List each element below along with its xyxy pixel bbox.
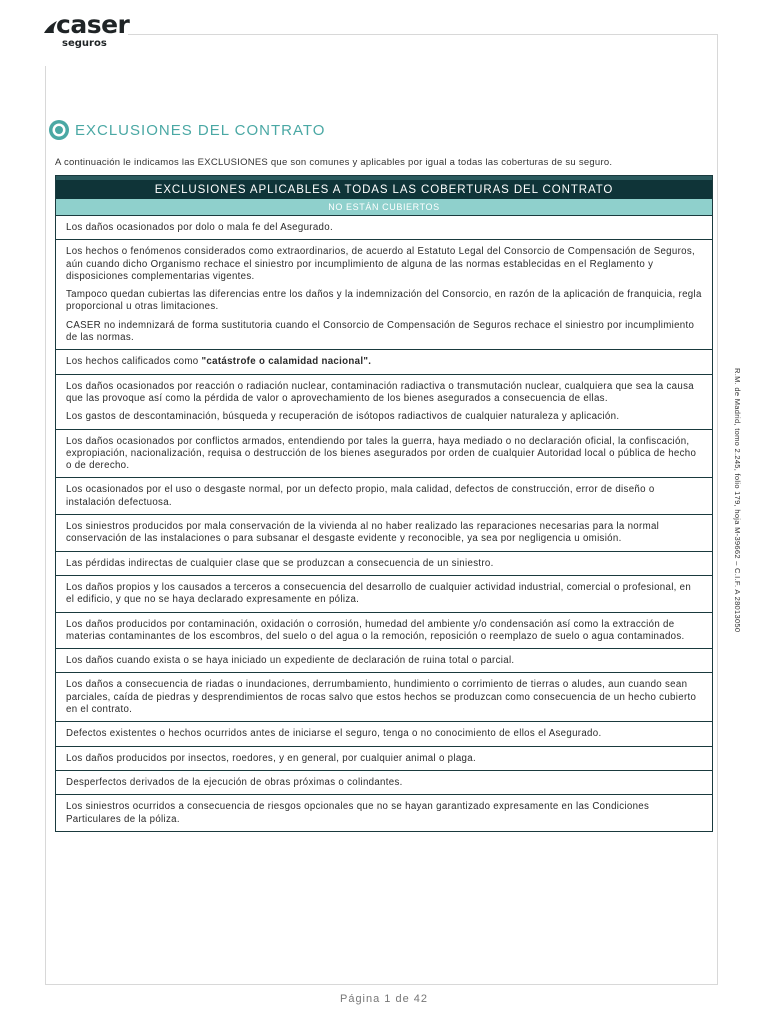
table-row — [56, 240, 712, 350]
row-text-quote: "catástrofe o calamidad nacional" — [201, 356, 369, 368]
table-row — [56, 747, 712, 771]
table-subheader — [56, 199, 712, 216]
registry-side-text: R.M. de Madrid, tomo 2.245, folio 179, hoja M-39662 – C.I.F. A 28013050 — [733, 368, 742, 633]
row-text: Los daños ocasionados por reacción o radiación nuclear, contaminación radiactiva o transmutación nuclear, cualquiera que sea la causa que las provoque así como la pérdida de valor o aprovechamiento de los bienes asegurados a consecuencia de ellas. — [66, 380, 694, 404]
logo-sub: seguros — [62, 38, 107, 49]
row-text-pre: Los hechos calificados como — [66, 356, 202, 368]
logo-brand: caser — [56, 10, 130, 39]
table-row — [56, 771, 712, 795]
table-row — [56, 722, 712, 746]
row-text: Los daños producidos por contaminación, oxidación o corrosión, humedad del ambiente y/o condensación así como la extracción de materias contaminantes de los escombros, del suelo o del agua o la remoción, reposición o reemplazo de suelo o agua contaminados. — [66, 618, 685, 642]
table-header — [56, 176, 712, 199]
table-row — [56, 576, 712, 613]
table-row — [56, 350, 712, 374]
row-text: Tampoco quedan cubiertas las diferencias entre los daños y la indemnización del Consorcio, en razón de la aplicación de franquicia, regla proporcional u otras limitaciones. — [66, 289, 702, 313]
table-row — [56, 515, 712, 552]
row-text: Los daños cuando exista o se haya iniciado un expediente de declaración de ruina total o parcial. — [66, 655, 515, 667]
table-row — [56, 552, 712, 576]
row-text: Desperfectos derivados de la ejecución de obras próximas o colindantes. — [66, 776, 403, 788]
page-number: Página 1 de 42 — [339, 993, 428, 1005]
table-row — [56, 795, 712, 831]
row-text: Los daños ocasionados por dolo o mala fe del Asegurado. — [66, 222, 333, 233]
table-row — [56, 375, 712, 430]
row-text: Los daños a consecuencia de riadas o inundaciones, derrumbamiento, hundimiento o corrimiento de tierras o aludes, aun cuando sean parciales, caída de piedras y desprendimientos de rocas salvo que estos hechos se produzcan como consecuencia de un hecho cubierto en el contrato. — [66, 679, 697, 716]
row-text: CASER no indemnizará de forma sustitutoria cuando el Consorcio de Compensación de Seguros rechace el siniestro por incumplimiento de las normas. — [66, 319, 695, 344]
table-row — [56, 649, 712, 673]
row-text-post: . — [368, 356, 372, 368]
section-title: EXCLUSIONES DEL CONTRATO — [75, 121, 326, 139]
table-row — [56, 430, 712, 479]
table-row — [56, 216, 712, 240]
row-text: Los daños propios y los causados a terceros a consecuencia del desarrollo de cualquier actividad industrial, comercial o profesional, en el edificio, y que no se haya declarado expresamente en póliza. — [66, 581, 692, 606]
row-text: Los ocasionados por el uso o desgaste normal, por un defecto propio, mala calidad, defectos de construcción, error de diseño o instalación defectuosa. — [66, 484, 655, 508]
row-text: Los gastos de descontaminación, búsqueda y recuperación de isótopos radiactivos de cualquier naturaleza y aplicación. — [66, 411, 620, 423]
table-row — [56, 613, 712, 650]
row-text: Los siniestros ocurridos a consecuencia de riesgos opcionales que no se hayan garantizado expresamente en las Condiciones Particulares de la póliza. — [66, 801, 650, 825]
row-text — [66, 356, 702, 368]
row-text: Los siniestros producidos por mala conservación de la vivienda al no haber realizado las reparaciones necesarias para la normal conservación de las instalaciones o para subsanar el desgaste evidente y reconocible, ya sea por negligencia u omisión. — [66, 521, 660, 545]
section-heading — [48, 119, 325, 141]
table-subheader-text: NO ESTÁN CUBIERTOS — [328, 202, 440, 212]
intro-text: A continuación le indicamos las EXCLUSIONES que son comunes y aplicables por igual a todas las coberturas de su seguro. — [55, 157, 613, 168]
row-text: Las pérdidas indirectas de cualquier clase que se produzcan a consecuencia de un siniestro. — [66, 557, 494, 569]
exclusions-table — [55, 175, 713, 832]
table-header-text: EXCLUSIONES APLICABLES A TODAS LAS COBERTURAS DEL CONTRATO — [154, 183, 614, 196]
table-row — [56, 673, 712, 722]
table-row — [56, 478, 712, 515]
target-bullet-icon — [48, 119, 70, 141]
registry-side-note — [730, 368, 744, 658]
row-text: Los daños producidos por insectos, roedores, y en general, por cualquier animal o plaga. — [66, 752, 476, 764]
row-text: Defectos existentes o hechos ocurridos antes de iniciarse el seguro, tenga o no conocimiento de ellos el Asegurado. — [66, 728, 602, 740]
row-text: Los daños ocasionados por conflictos armados, entendiendo por tales la guerra, haya mediado o no declaración oficial, la confiscación, expropiación, nacionalización, requisa o destrucción de los bienes asegurados por orden de cualquier Autoridad local o pública de hecho o de derecho. — [66, 435, 697, 472]
row-text: Los hechos o fenómenos considerados como extraordinarios, de acuerdo al Estatuto Legal del Consorcio de Compensación de Seguros, aún cuando dicho Organismo rechace el siniestro por incumplimiento de alguna de las normas establecidas en el Reglamento y disposiciones complementarias vigentes. — [66, 246, 696, 282]
caser-logo — [40, 10, 130, 54]
